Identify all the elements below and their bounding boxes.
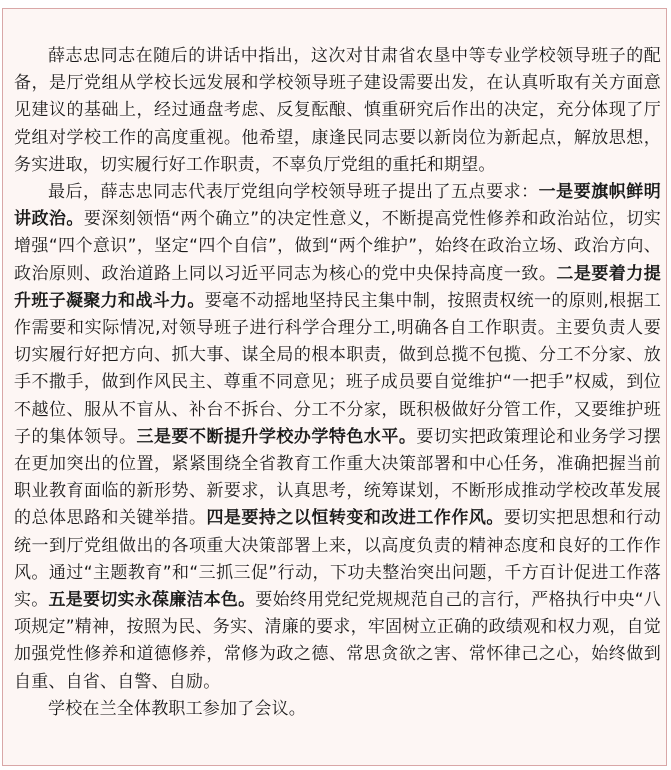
emphasis-text: 一是要旗帜鲜明讲政治。 (14, 182, 661, 230)
emphasis-text: 三是要不断提升学校办学特色水平。 (136, 426, 417, 447)
paragraph-text: 要切实把思想和行动统一到厅党组做出的各项重大决策部署上来，以高度负责的精神态度和良好的工作作风。通过“主题教育”和“三抓三促”行动，下功夫整治突出问题，千方百计促进工作落实。 (14, 508, 661, 611)
emphasis-text: 五是要切实永葆廉洁本色。 (48, 590, 256, 611)
paragraph-text: 薛志忠同志在随后的讲话中指出，这次对甘肃省农垦中等专业学校领导班子的配备，是厅党组从学校长远发展和学校领导班子建设需要出发，在认真听取有关方面意见建议的基础上，经过通盘考虑、反复酝酿、慎重研究后作出的决定，充分体现了厅党组对学校工作的高度重视。他希望，康逢民同志要以新岗位为新起点，解放思想，务实进取，切实履行好工作职责，不辜负厅党组的重托和期望。 (14, 46, 661, 175)
article-body (14, 43, 661, 723)
paragraph-text: 学校在兰全体教职工参加了会议。 (48, 698, 306, 719)
paragraph-text: 要切实把政策理论和业务学习摆在更加突出的位置，紧紧围绕全省教育工作重大决策部署和中心任务，准确把握当前职业教育面临的新形势、新要求，认真思考，统筹谋划，不断形成推动学校改革发展的总体思路和关键举措。 (14, 426, 661, 529)
paragraph-text: 要始终用党纪党规规范自己的言行，严格执行中央“八项规定”精神，按照为民、务实、清廉的要求，牢固树立正确的政绩观和权力观，自觉加强党性修养和道德修养，常修为政之德、常思贪欲之害、常怀律己之心，始终做到自重、自省、自警、自励。 (14, 590, 662, 692)
article-frame (2, 8, 667, 766)
paragraph-text: 要毫不动摇地坚持民主集中制，按照责权统一的原则,根据工作需要和实际情况,对领导班子进行科学合理分工,明确各自工作职责。主要负责人要切实履行好把方向、抓大事、谋全局的根本职责，做到总揽不包揽、分工不分家、放手不撒手，做到作风民主、尊重不同意见；班子成员要自觉维护“一把手”权威，到位不越位、服从不盲从、补台不拆台、分工不分家，既积极做好分管工作，又要维护班子的集体领导。 (14, 290, 661, 447)
paragraph-text: 最后，薛志忠同志代表厅党组向学校领导班子提出了五点要求： (48, 182, 539, 203)
emphasis-text: 二是要着力提升班子凝聚力和战斗力。 (14, 263, 661, 311)
paragraph-text: 要深刻领悟“两个确立”的决定性意义，不断提高党性修养和政治站位，切实增强“四个意识”，坚定“四个自信”，做到“两个维护”，始终在政治立场、政治方向、政治原则、政治道路上同以习近平同志为核心的党中央保持高度一致。 (14, 209, 661, 284)
article-paragraph (14, 179, 661, 696)
article-paragraph (14, 43, 661, 179)
article-paragraph (14, 696, 661, 723)
emphasis-text: 四是要持之以恒转变和改进工作作风。 (206, 508, 504, 529)
